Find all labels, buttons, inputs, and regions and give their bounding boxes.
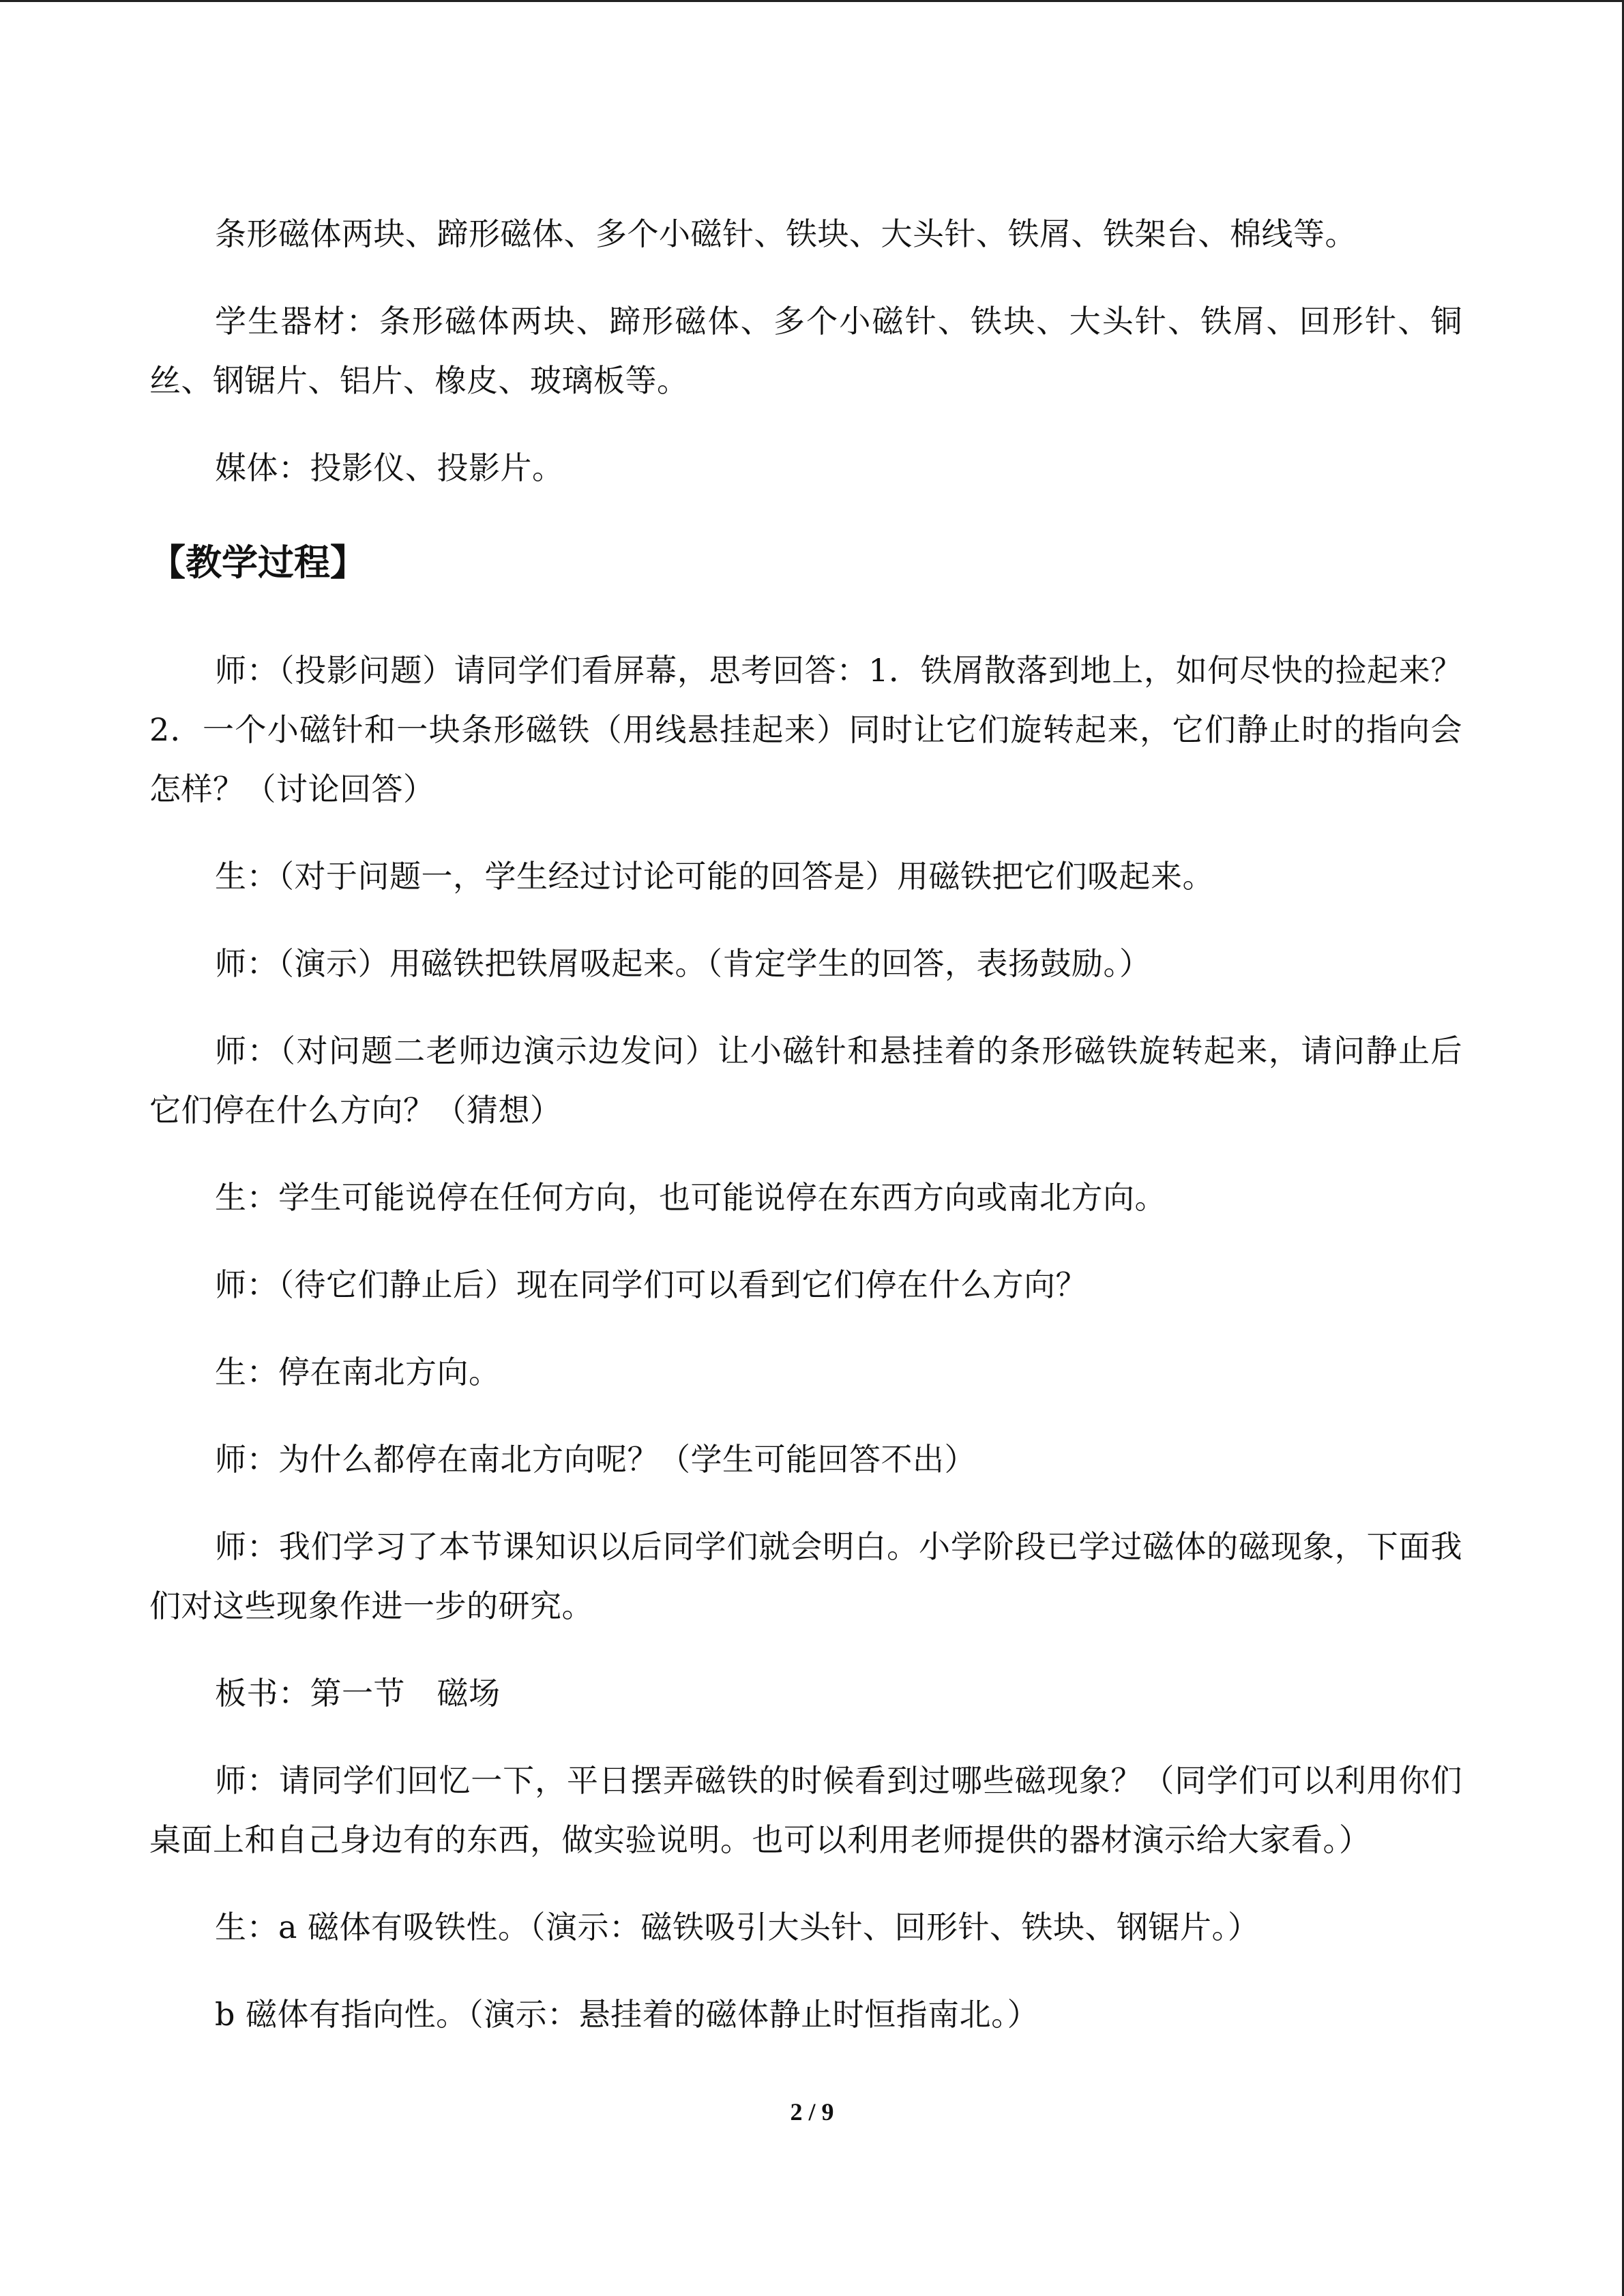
paragraph-process: 师：（投影问题）请同学们看屏幕，思考回答：1．铁屑散落到地上，如何尽快的捡起来？2．一个小磁针和一块条形磁铁（用线悬挂起来）同时让它们旋转起来，它们静止时的指向会怎样？（讨论回答）	[149, 652, 1462, 807]
page-top-border	[0, 0, 1624, 2]
paragraph-process: 生：（对于问题一，学生经过讨论可能的回答是）用磁铁把它们吸起来。	[215, 858, 1214, 895]
paragraph-process: 生：学生可能说停在任何方向，也可能说停在东西方向或南北方向。	[215, 1179, 1166, 1216]
paragraph-process: 师：（演示）用磁铁把铁屑吸起来。（肯定学生的回答，表扬鼓励。）	[215, 945, 1151, 982]
paragraph-process: b 磁体有指向性。（演示：悬挂着的磁体静止时恒指南北。）	[215, 1996, 1039, 2033]
paragraph-teacher-equipment: 条形磁体两块、蹄形磁体、多个小磁针、铁块、大头针、铁屑、铁架台、棉线等。	[215, 215, 1357, 252]
page-number: 2 / 9	[790, 2098, 834, 2126]
paragraph-process: 师：（待它们静止后）现在同学们可以看到它们停在什么方向？	[215, 1266, 1087, 1303]
section-heading-teaching-process: 【教学过程】	[149, 542, 366, 584]
paragraph-board-writing: 板书：第一节 磁场	[215, 1675, 501, 1712]
paragraph-process: 生：a 磁体有吸铁性。（演示：磁铁吸引大头针、回形针、铁块、钢锯片。）	[215, 1909, 1260, 1945]
paragraph-media: 媒体：投影仪、投影片。	[215, 449, 564, 486]
paragraph-process: 师：我们学习了本节课知识以后同学们就会明白。小学阶段已学过磁体的磁现象，下面我们对这些现象作进一步的研究。	[149, 1528, 1462, 1624]
paragraph-process: 师：（对问题二老师边演示边发问）让小磁针和悬挂着的条形磁铁旋转起来，请问静止后它们停在什么方向？（猜想）	[149, 1032, 1462, 1129]
paragraph-process: 师：请同学们回忆一下，平日摆弄磁铁的时候看到过哪些磁现象？（同学们可以利用你们桌面上和自己身边有的东西，做实验说明。也可以利用老师提供的器材演示给大家看。）	[149, 1762, 1462, 1858]
paragraph-process: 生：停在南北方向。	[215, 1354, 501, 1390]
paragraph-student-equipment: 学生器材：条形磁体两块、蹄形磁体、多个小磁针、铁块、大头针、铁屑、回形针、铜丝、钢锯片、铝片、橡皮、玻璃板等。	[149, 303, 1462, 399]
paragraph-process: 师：为什么都停在南北方向呢？（学生可能回答不出）	[215, 1441, 976, 1478]
document-body	[149, 205, 1462, 2072]
